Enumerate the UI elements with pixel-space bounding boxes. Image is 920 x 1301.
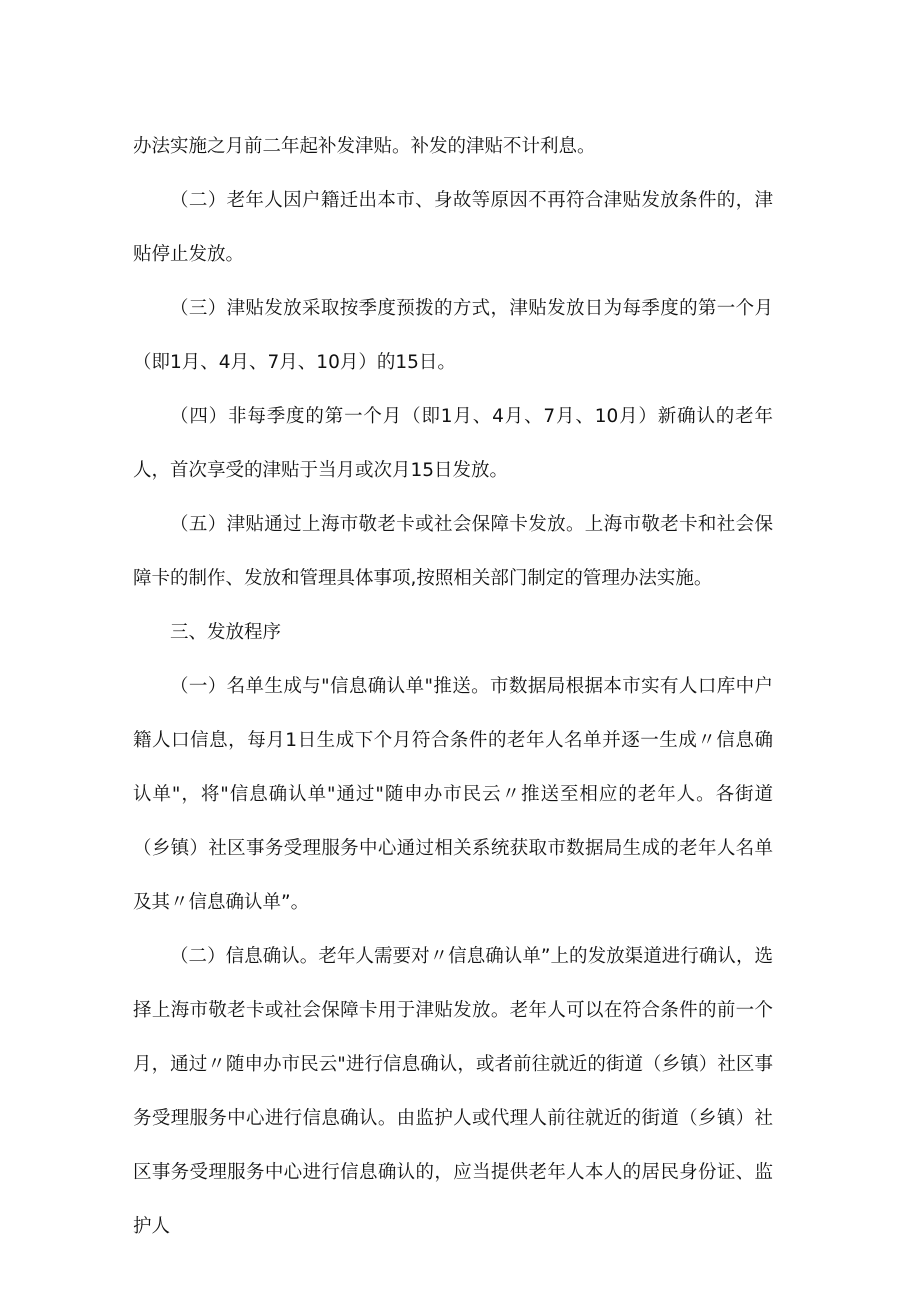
paragraph-item-3-schedule: （三）津贴发放采取按季度预拨的方式，津贴发放日为每季度的第一个月（即1月、4月、7月、10月）的15日。 — [133, 298, 773, 373]
paragraph-item-4-first-payment: （四）非每季度的第一个月（即1月、4月、7月、10月）新确认的老年人，首次享受的津贴于当月或次月15日发放。 — [133, 406, 773, 481]
paragraph-continuation: 办法实施之月前二年起补发津贴。补发的津贴不计利息。 — [133, 136, 596, 157]
paragraph-item-2-stop: （二）老年人因户籍迁出本市、身故等原因不再符合津贴发放条件的，津贴停止发放。 — [133, 190, 773, 265]
paragraph-step-1-list-generation: （一）名单生成与"信息确认单"推送。市数据局根据本市实有人口库中户籍人口信息，每月1日生成下个月符合条件的老年人名单并逐一生成〃信息确认单"，将"信息确认单"通过"随申办市民云〃推送至相应的老年人。各街道（乡镇）社区事务受理服务中心通过相关系统获取市数据局生成的老年人名单及其〃信息确认单”。 — [133, 676, 773, 913]
paragraph-item-5-card: （五）津贴通过上海市敬老卡或社会保障卡发放。上海市敬老卡和社会保障卡的制作、发放和管理具体事项,按照相关部门制定的管理办法实施。 — [133, 514, 773, 589]
section-heading-procedure: 三、发放程序 — [170, 622, 282, 643]
paragraph-step-2-confirmation: （二）信息确认。老年人需要对〃信息确认单”上的发放渠道进行确认，选择上海市敬老卡或社会保障卡用于津贴发放。老年人可以在符合条件的前一个月，通过〃随申办市民云"进行信息确认，或者前往就近的街道（乡镇）社区事务受理服务中心进行信息确认。由监护人或代理人前往就近的街道（乡镇）社区事务受理服务中心进行信息确认的，应当提供老年人本人的居民身份证、监护人 — [133, 946, 773, 1237]
